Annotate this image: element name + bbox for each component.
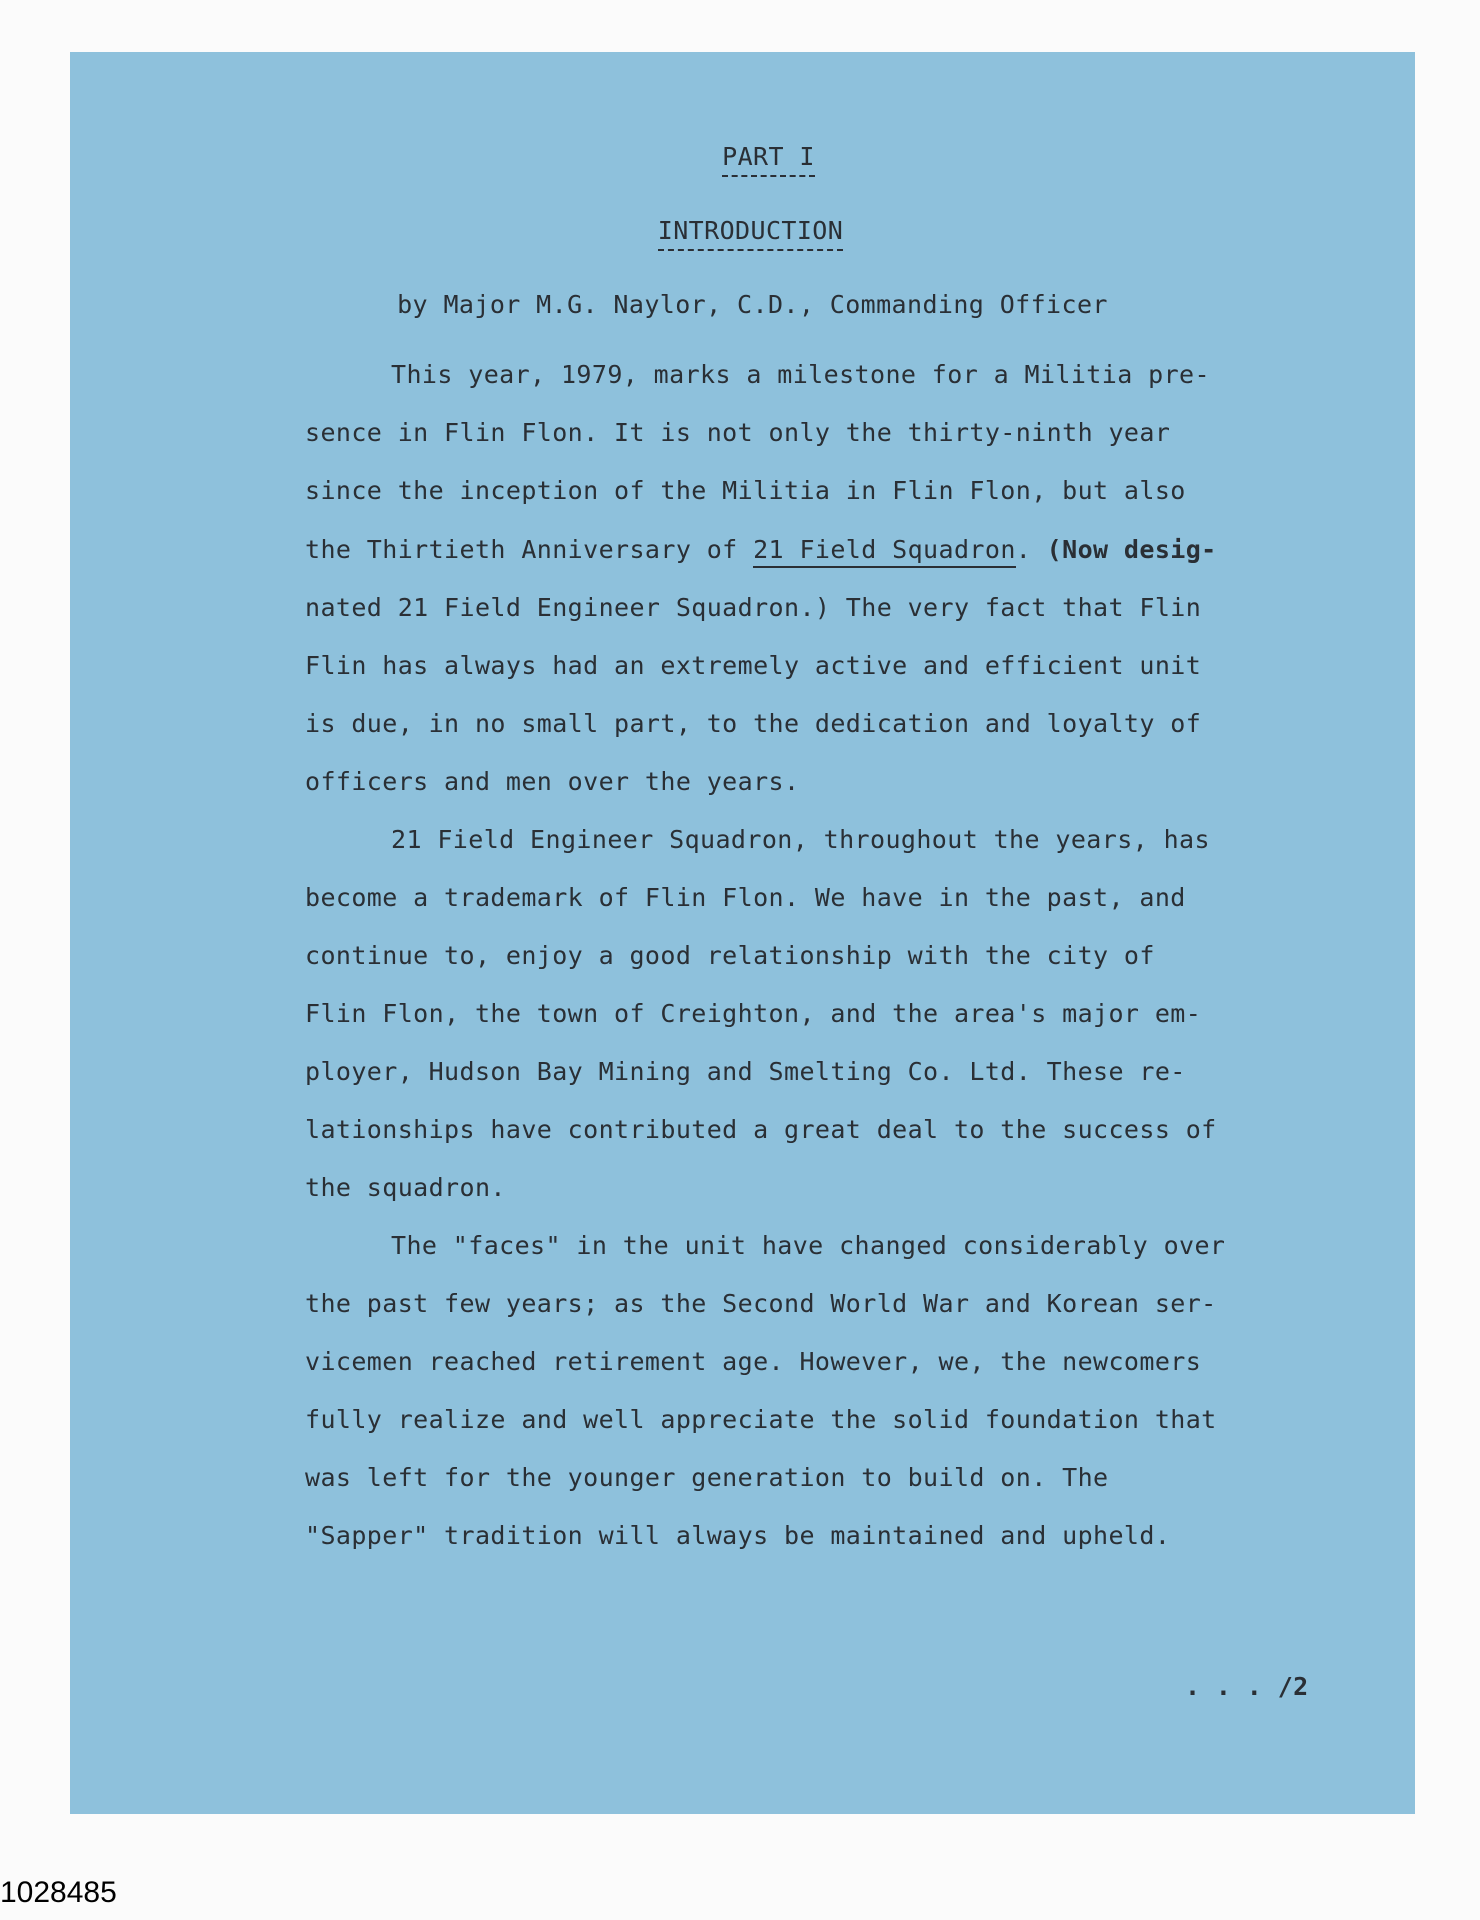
paragraph-3-line-5: was left for the younger generation to build on. The xyxy=(305,1463,1109,1492)
paragraph-1-line-1: This year, 1979, marks a milestone for a Militia pre- xyxy=(391,360,1210,389)
paragraph-1-line-4 xyxy=(305,535,1217,564)
paragraph-2-line-6: lationships have contributed a great deal to the success of xyxy=(305,1115,1217,1144)
paragraph-2-line-4: Flin Flon, the town of Creighton, and the area's major em- xyxy=(305,999,1202,1028)
part-title xyxy=(96,142,1441,171)
paragraph-1-line-7: is due, in no small part, to the dedication and loyalty of xyxy=(305,709,1202,738)
intro-title-text: INTRODUCTION xyxy=(658,216,843,251)
paragraph-1-line-5: nated 21 Field Engineer Squadron.) The very fact that Flin xyxy=(305,593,1202,622)
part-title-text: PART I xyxy=(722,142,815,177)
squadron-underline: 21 Field Squadron xyxy=(753,535,1016,568)
archive-id: 1028485 xyxy=(0,1876,117,1909)
paragraph-3-line-3: vicemen reached retirement age. However, we, the newcomers xyxy=(305,1347,1202,1376)
paragraph-2-line-1: 21 Field Engineer Squadron, throughout the years, has xyxy=(391,825,1210,854)
intro-title xyxy=(78,216,1423,245)
typed-page xyxy=(70,52,1415,1814)
period-text: . xyxy=(1015,535,1047,564)
paragraph-3-line-6: "Sapper" tradition will always be maintained and upheld. xyxy=(305,1521,1171,1550)
byline xyxy=(80,290,1425,319)
paragraph-3-line-2: the past few years; as the Second World War and Korean ser- xyxy=(305,1289,1217,1318)
paragraph-1-line-8: officers and men over the years. xyxy=(305,767,800,796)
now-designated-text: (Now desig- xyxy=(1046,535,1217,564)
byline-text: by Major M.G. Naylor, C.D., Commanding Officer xyxy=(397,290,1108,319)
paragraph-1-line-4-text: the Thirtieth Anniversary of xyxy=(305,535,754,564)
paragraph-1-line-3: since the inception of the Militia in Flin Flon, but also xyxy=(305,476,1186,505)
document-sheet xyxy=(70,52,1415,1814)
paragraph-3-line-4: fully realize and well appreciate the solid foundation that xyxy=(305,1405,1217,1434)
paragraph-1-line-2: sence in Flin Flon. It is not only the thirty-ninth year xyxy=(305,418,1171,447)
paragraph-2-line-5: ployer, Hudson Bay Mining and Smelting Co. Ltd. These re- xyxy=(305,1057,1186,1086)
paragraph-2-line-7: the squadron. xyxy=(305,1173,506,1202)
paragraph-3-line-1: The "faces" in the unit have changed considerably over xyxy=(391,1231,1226,1260)
page-continuation: . . . /2 xyxy=(1185,1672,1309,1701)
paragraph-1-line-6: Flin has always had an extremely active and efficient unit xyxy=(305,651,1202,680)
paragraph-2-line-3: continue to, enjoy a good relationship with the city of xyxy=(305,941,1155,970)
paragraph-2-line-2: become a trademark of Flin Flon. We have in the past, and xyxy=(305,883,1186,912)
